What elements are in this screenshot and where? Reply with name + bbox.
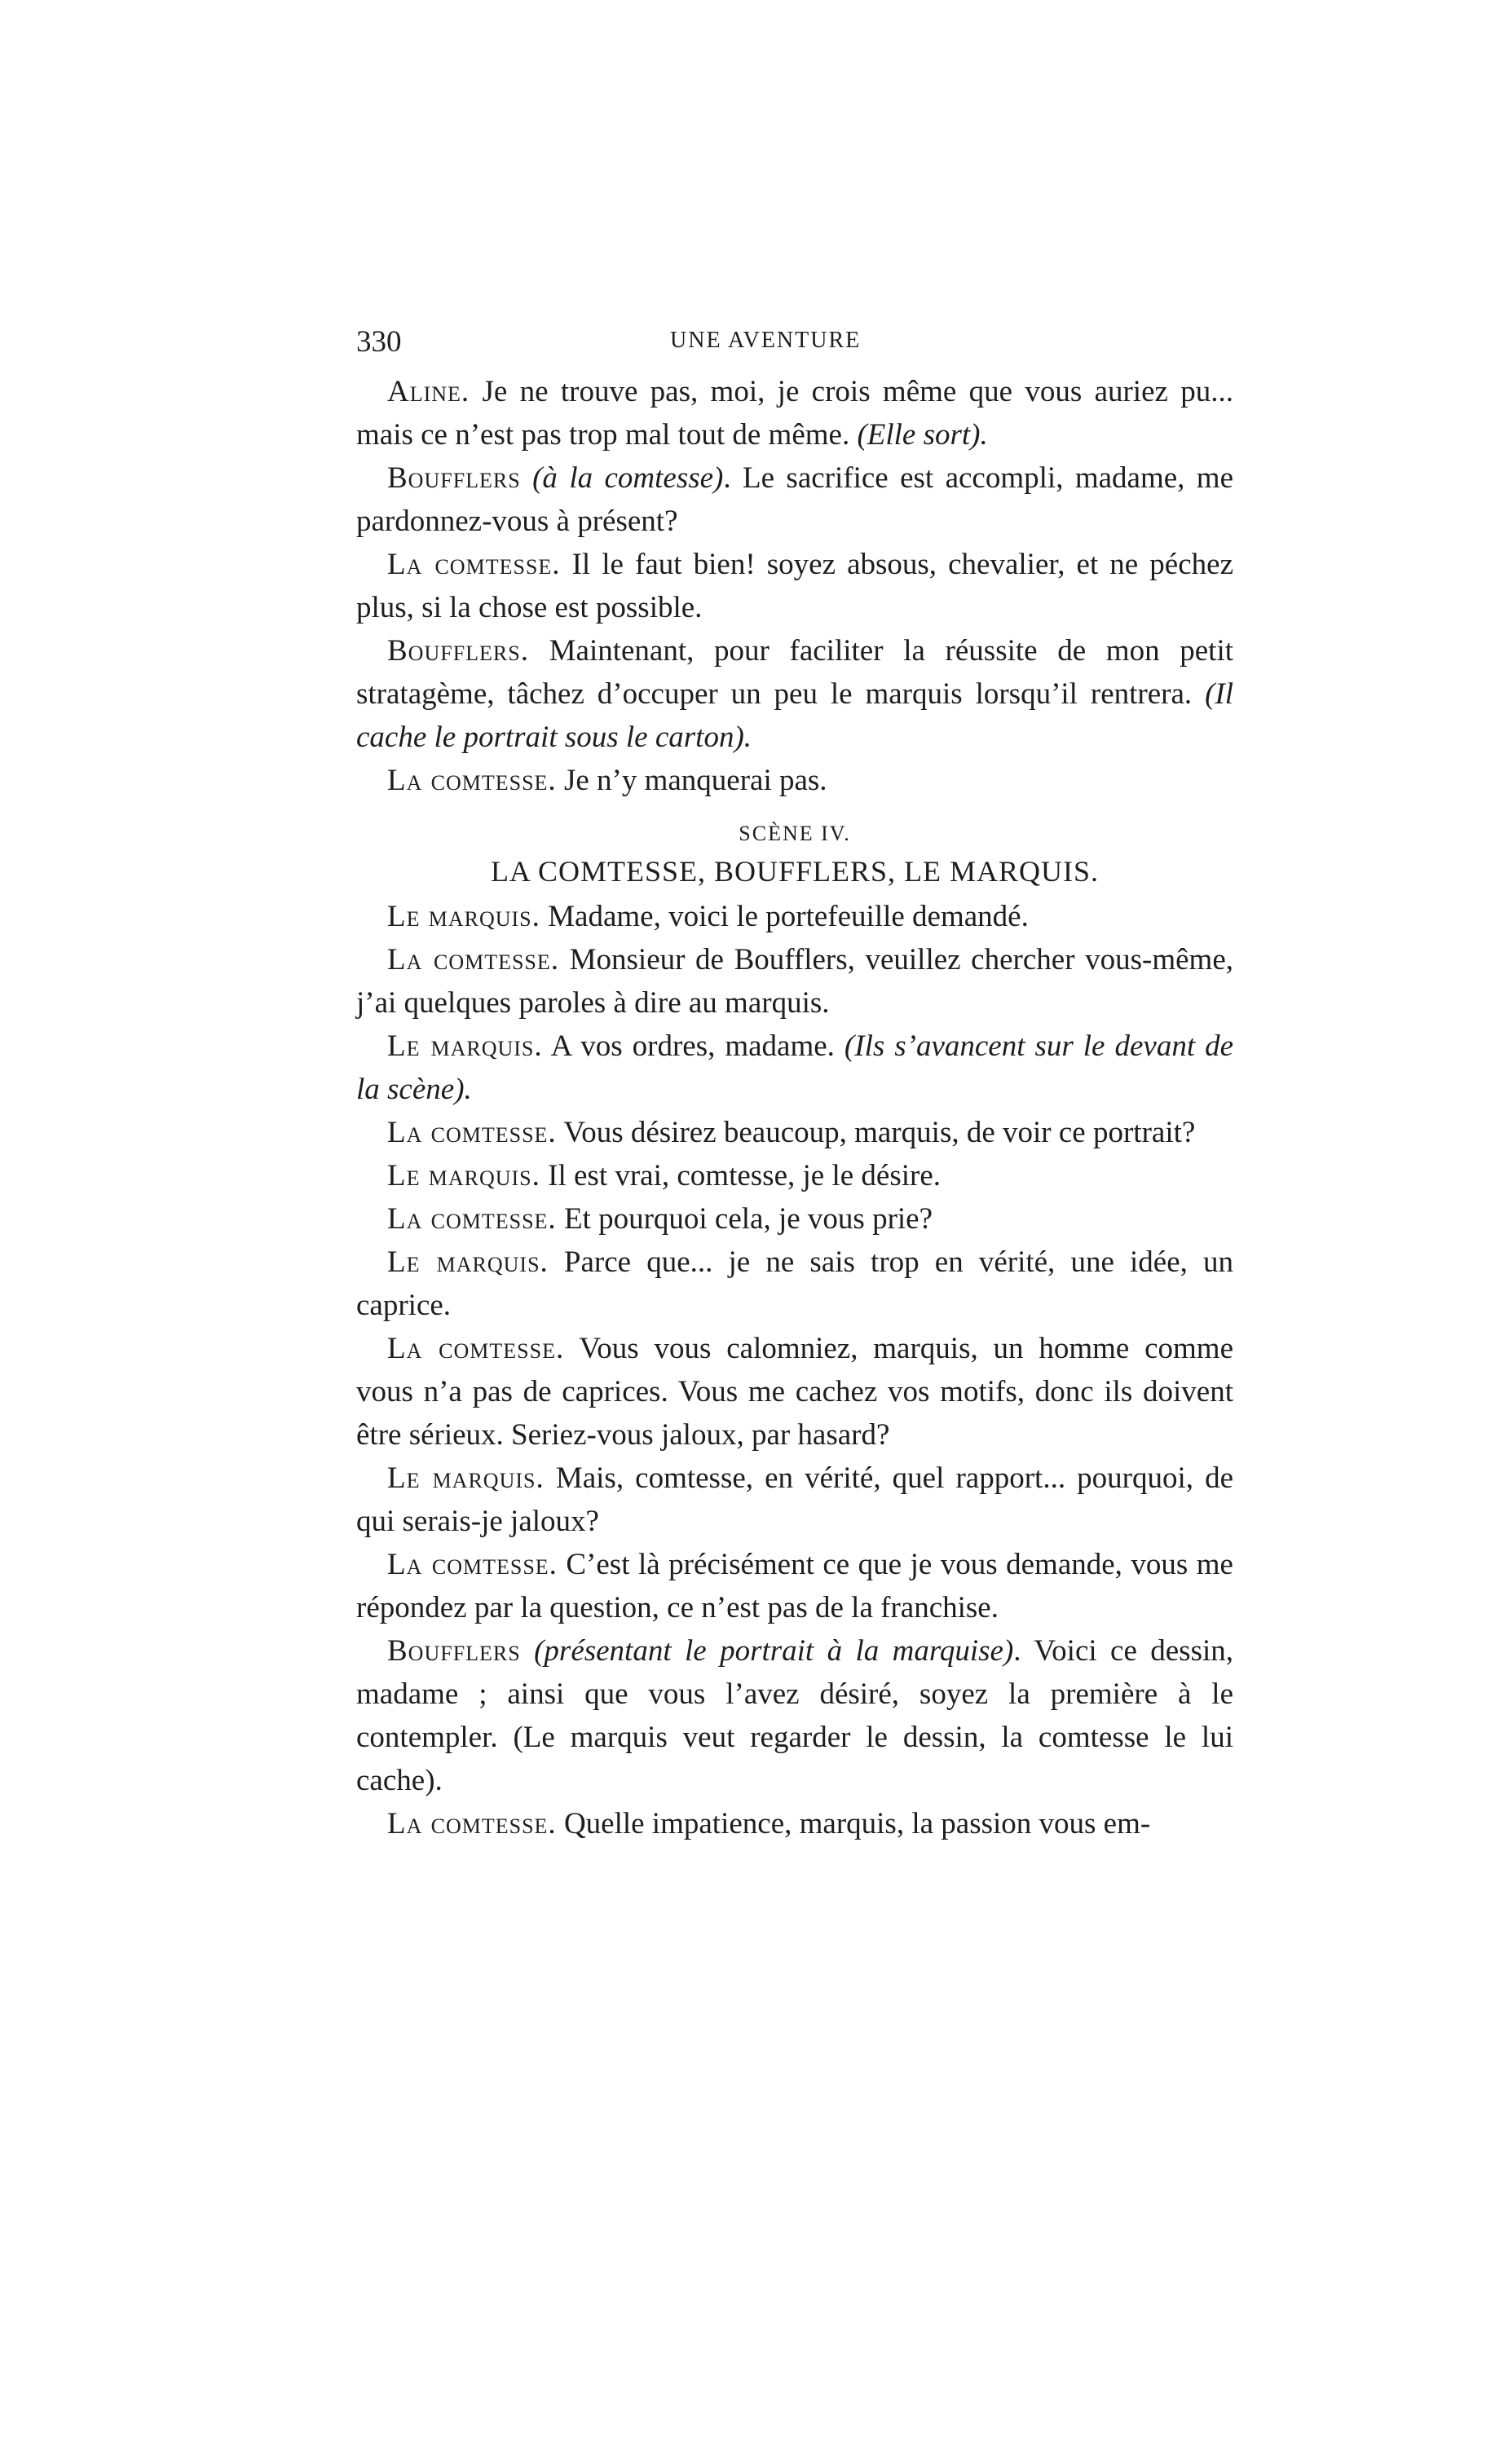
speaker-name: La comtesse. <box>387 1807 557 1840</box>
scene-characters: LA COMTESSE, BOUFFLERS, LE MARQUIS. <box>490 855 1100 888</box>
dialogue-paragraph <box>356 456 1233 543</box>
speaker-name: Le marquis. <box>387 900 540 933</box>
speaker-name: La comtesse. <box>387 943 560 976</box>
scene-label: SCÈNE IV. <box>739 822 851 845</box>
stage-direction: (Ils s’avancent sur le devant de la scène). <box>356 1029 1234 1106</box>
dialogue-text: Et pourquoi cela, je vous prie? <box>556 1202 933 1236</box>
dialogue-text-after: . Voici ce dessin, madame ; ainsi que vous l’avez désiré, soyez la première à le contempler. (Le marquis veut regarder le dessin, la comtesse le lui cache). <box>356 1634 1234 1797</box>
dialogue-text: Mais, comtesse, en vérité, quel rapport... pourquoi, de qui serais-je jaloux? <box>356 1461 1234 1538</box>
dialogue-text <box>521 1634 534 1668</box>
book-page <box>356 324 1233 1845</box>
dialogue-paragraph <box>356 1629 1233 1802</box>
dialogue-paragraph <box>356 1802 1233 1845</box>
stage-direction: (Il cache le portrait sous le carton). <box>356 677 1233 754</box>
dialogue-text: Il est vrai, comtesse, je le désire. <box>540 1159 941 1192</box>
dialogue-paragraph <box>356 370 1233 456</box>
speaker-name: La comtesse. <box>387 764 557 797</box>
dialogue-paragraph <box>356 1025 1233 1111</box>
dialogue-text: Vous désirez beaucoup, marquis, de voir ce portrait? <box>556 1116 1196 1149</box>
dialogue-paragraph <box>356 543 1233 629</box>
speaker-name: La comtesse. <box>387 1332 565 1365</box>
speaker-name: Le marquis. <box>387 1159 540 1192</box>
dialogue-text: A vos ordres, madame. <box>542 1029 845 1063</box>
speaker-name: Le marquis. <box>387 1029 543 1063</box>
dialogue-text: Parce que... je ne sais trop en vérité, une idée, un caprice. <box>356 1245 1234 1322</box>
stage-direction: (présentant le portrait à la marquise) <box>534 1634 1014 1668</box>
dialogue-text: Madame, voici le portefeuille demandé. <box>540 900 1029 933</box>
dialogue-text: Quelle impatience, marquis, la passion vous em- <box>556 1807 1151 1840</box>
speaker-name: La comtesse. <box>387 548 561 581</box>
page-number: 330 <box>356 325 402 359</box>
dialogue-text: Maintenant, pour faciliter la réussite de mon petit stratagème, tâchez d’occuper un peu le marquis lorsqu’il rentrera. <box>356 634 1233 711</box>
dialogue-after-scene <box>356 895 1233 1845</box>
dialogue-paragraph <box>356 1457 1233 1543</box>
speaker-name: Boufflers <box>387 461 521 495</box>
stage-direction: (à la comtesse) <box>532 461 724 495</box>
dialogue-paragraph <box>356 759 1233 802</box>
dialogue-paragraph <box>356 1327 1233 1457</box>
dialogue-paragraph <box>356 1241 1233 1327</box>
dialogue-text: Il le faut bien! soyez absous, chevalier, et ne péchez plus, si la chose est possible. <box>356 548 1233 624</box>
dialogue-paragraph <box>356 629 1233 759</box>
speaker-name: Boufflers <box>387 1634 521 1668</box>
dialogue-paragraph <box>356 1111 1233 1154</box>
dialogue-text: Je ne trouve pas, moi, je crois même que vous auriez pu... mais ce n’est pas trop mal tout de même. <box>356 375 1233 452</box>
dialogue-text-after: . Le sacrifice est accompli, madame, me pardonnez-vous à présent? <box>356 461 1233 538</box>
dialogue-text: Monsieur de Boufflers, veuillez chercher vous-même, j’ai quelques paroles à dire au marquis. <box>356 943 1233 1020</box>
dialogue-paragraph <box>356 1154 1233 1197</box>
dialogue-text <box>521 461 532 495</box>
running-title: UNE AVENTURE <box>670 328 862 353</box>
dialogue-paragraph <box>356 1197 1233 1241</box>
speaker-name: La comtesse. <box>387 1202 557 1236</box>
speaker-name: Aline. <box>387 375 470 408</box>
speaker-name: La comtesse. <box>387 1116 557 1149</box>
speaker-name: La comtesse. <box>387 1548 558 1581</box>
dialogue-text: Vous vous calomniez, marquis, un homme comme vous n’a pas de caprices. Vous me cachez vos motifs, donc ils doivent être sérieux. Seriez-vous jaloux, par hasard? <box>356 1332 1233 1452</box>
stage-direction: (Elle sort). <box>857 418 988 452</box>
dialogue-paragraph <box>356 1543 1233 1629</box>
speaker-name: Boufflers. <box>387 634 529 668</box>
dialogue-paragraph <box>356 938 1233 1025</box>
dialogue-paragraph <box>356 895 1233 938</box>
dialogue-text: C’est là précisément ce que je vous demande, vous me répondez par la question, ce n’est pas de la franchise. <box>356 1548 1233 1624</box>
running-head <box>356 324 1233 365</box>
dialogue-text: Je n’y manquerai pas. <box>556 764 827 797</box>
speaker-name: Le marquis. <box>387 1461 545 1495</box>
dialogue-before-scene <box>356 370 1233 802</box>
speaker-name: Le marquis. <box>387 1245 549 1279</box>
